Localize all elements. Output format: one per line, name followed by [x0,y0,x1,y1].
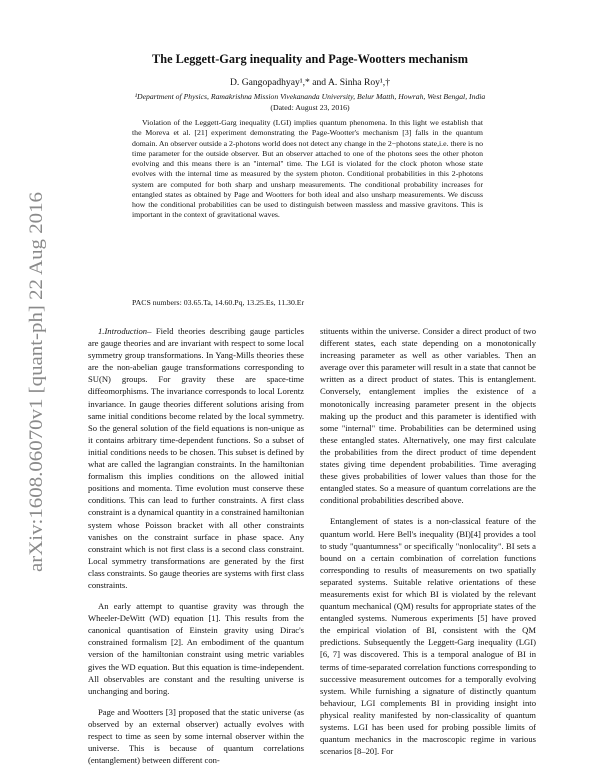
date-line: (Dated: August 23, 2016) [270,103,350,112]
author-list: D. Gangopadhyay¹,* and A. Sinha Roy¹,† [229,77,391,88]
right-column [320,325,536,757]
left-column [88,325,304,766]
intro-paragraph [88,325,304,591]
page-wootters-paragraph: Page and Wootters [3] proposed that the static universe (as observed by an external observer) actually evolves with respect to time as seen by some internal observer within the universe. This is because of quantum correlations (entanglement) between different con- [88,706,304,766]
arxiv-stamp [14,192,54,576]
pacs-numbers: PACS numbers: 03.65.Ta, 14.60.Pq, 13.25.Es, 11.30.Er [132,298,305,307]
paper-title: The Leggett-Garg inequality and Page-Wootters mechanism [152,52,468,66]
affiliation: ¹Department of Physics, Ramakrishna Mission Vivekananda University, Belur Matth, Howrah, West Bengal, India [134,92,486,101]
wdw-paragraph: An early attempt to quantise gravity was through the Wheeler-DeWitt (WD) equation [1]. This results from the canonical quantisation of Einstein gravity using Dirac's constrained formalism [2]. An embodiment of the quantum version of the hamiltonian constraint using metric variables gives the WD equation. But this equation is time-independent. All observables are constant and the resulting universe is unchanging and boring. [88,601,304,696]
section-label: 1.Introduction– [98,326,152,336]
entanglement-paragraph: stituents within the universe. Consider a direct product of two different states, each state depending on a monotonically increasing parameter as well as other variables. Then an average over this parameter will result in a state that cannot be written as a direct product of states. This is entanglement. Conversely, entanglement implies the existence of a monotonically increasing parameter present in the objects making up the product and this parameter is identified with some "internal" time. Probabilities can be determined using these entangled states. Alternatively, one may first calculate the probabilities from the direct product of time dependent states giving time dependent probabilities. Time averaging these gives probabilities of lower values than those for the entangled states. So a measure of quantum correlations are the conditional probabilities described above. [320,326,536,506]
abstract: Violation of the Leggett-Garg inequality (LGI) implies quantum phenomena. In this light we establish that the Moreva et al. [21] experiment demonstrating the Page-Wootter's mechanism [3] falls in the quantum domain. An observer outside a 2-photons world does not detect any change in the 2−photons state,i.e. there is no time parameter for the outside observer. But an observer attached to one of the photons sees the other photon evolving and this means there is an "internal" time. The LGI is violated for the clock photon whose state evolves with the internal time as measured by the system photon. Conditional probabilities in this 2-photons system are computed for both sharp and unsharp measurements. The conditional probability increases for entangled states as obtained by Page and Wootters for both ideal and also unsharp measurements. We discuss how the conditional probabilities can be used to distinguish between massless and massive gravitons. This is important in the context of gravitational waves. [132,118,483,220]
bell-lgi-paragraph: Entanglement of states is a non-classical feature of the quantum world. Here Bell's inequality (BI)[4] provides a tool to study "quantumness" or specifically "nonlocality". BI sets a bound on a certain combination of correlation functions corresponding to results of measurements on two spatially separated systems. Suitable relative orientations of these measurements exist for which BI is violated by the relevant quantum mechanical (QM) results for appropriate states of the entangled systems. Numerous experiments [5] have proved the empirical violation of BI, consistent with the QM predictions. Subsequently the Leggett-Garg inequality (LGI) [6, 7] was discovered. This is a temporal analogue of BI in terms of time-separated correlation functions corresponding to successive measurement outcomes for a temporally evolving system. While furnishing a signature of distinctly quantum behaviour, LGI complements BI in providing insight into physical reality manifested by non-classicality of quantum systems. LGI has been used for probing possible limits of quantum mechanics in the macroscopic regime in various scenarios [8–20]. For [320,516,536,757]
arxiv-stamp-text: arXiv:1608.06070v1 [quant-ph] 22 Aug 2016 [27,235,47,572]
intro-text: Field theories describing gauge particles are gauge theories and are invariant with respect to some local symmetry group transformations. In Yang-Mills theories these are the non-abelian gauge transformations corresponding to SU(N) groups. For gravity these are space-time diffeomorphisms. The invariance corresponds to local Lorentz invariance. In gauge theories different solutions arising from same initial conditions become related by the local symmetry. So the general solution of the field equations is non-unique as it contains arbitrary time-dependent functions. So a subset of initial conditions needs to be chosen. This subset is defined by what are called the lagrangian constraints. In the hamiltonian formalism this implies conditions on the allowed initial positions and momenta. Time evolution must conserve these conditions. This can lead to further constraints. A first class constraint is a dynamical quantity in a constrained hamiltonian system whose Poisson bracket with all other constraints vanishes on the constraint surface in phase space. Any constraint which is not first class is a second class constraint. Local symmetry transformations are generated by the first class constraints. So gauge theories are systems with first class constraints. [88,326,304,590]
